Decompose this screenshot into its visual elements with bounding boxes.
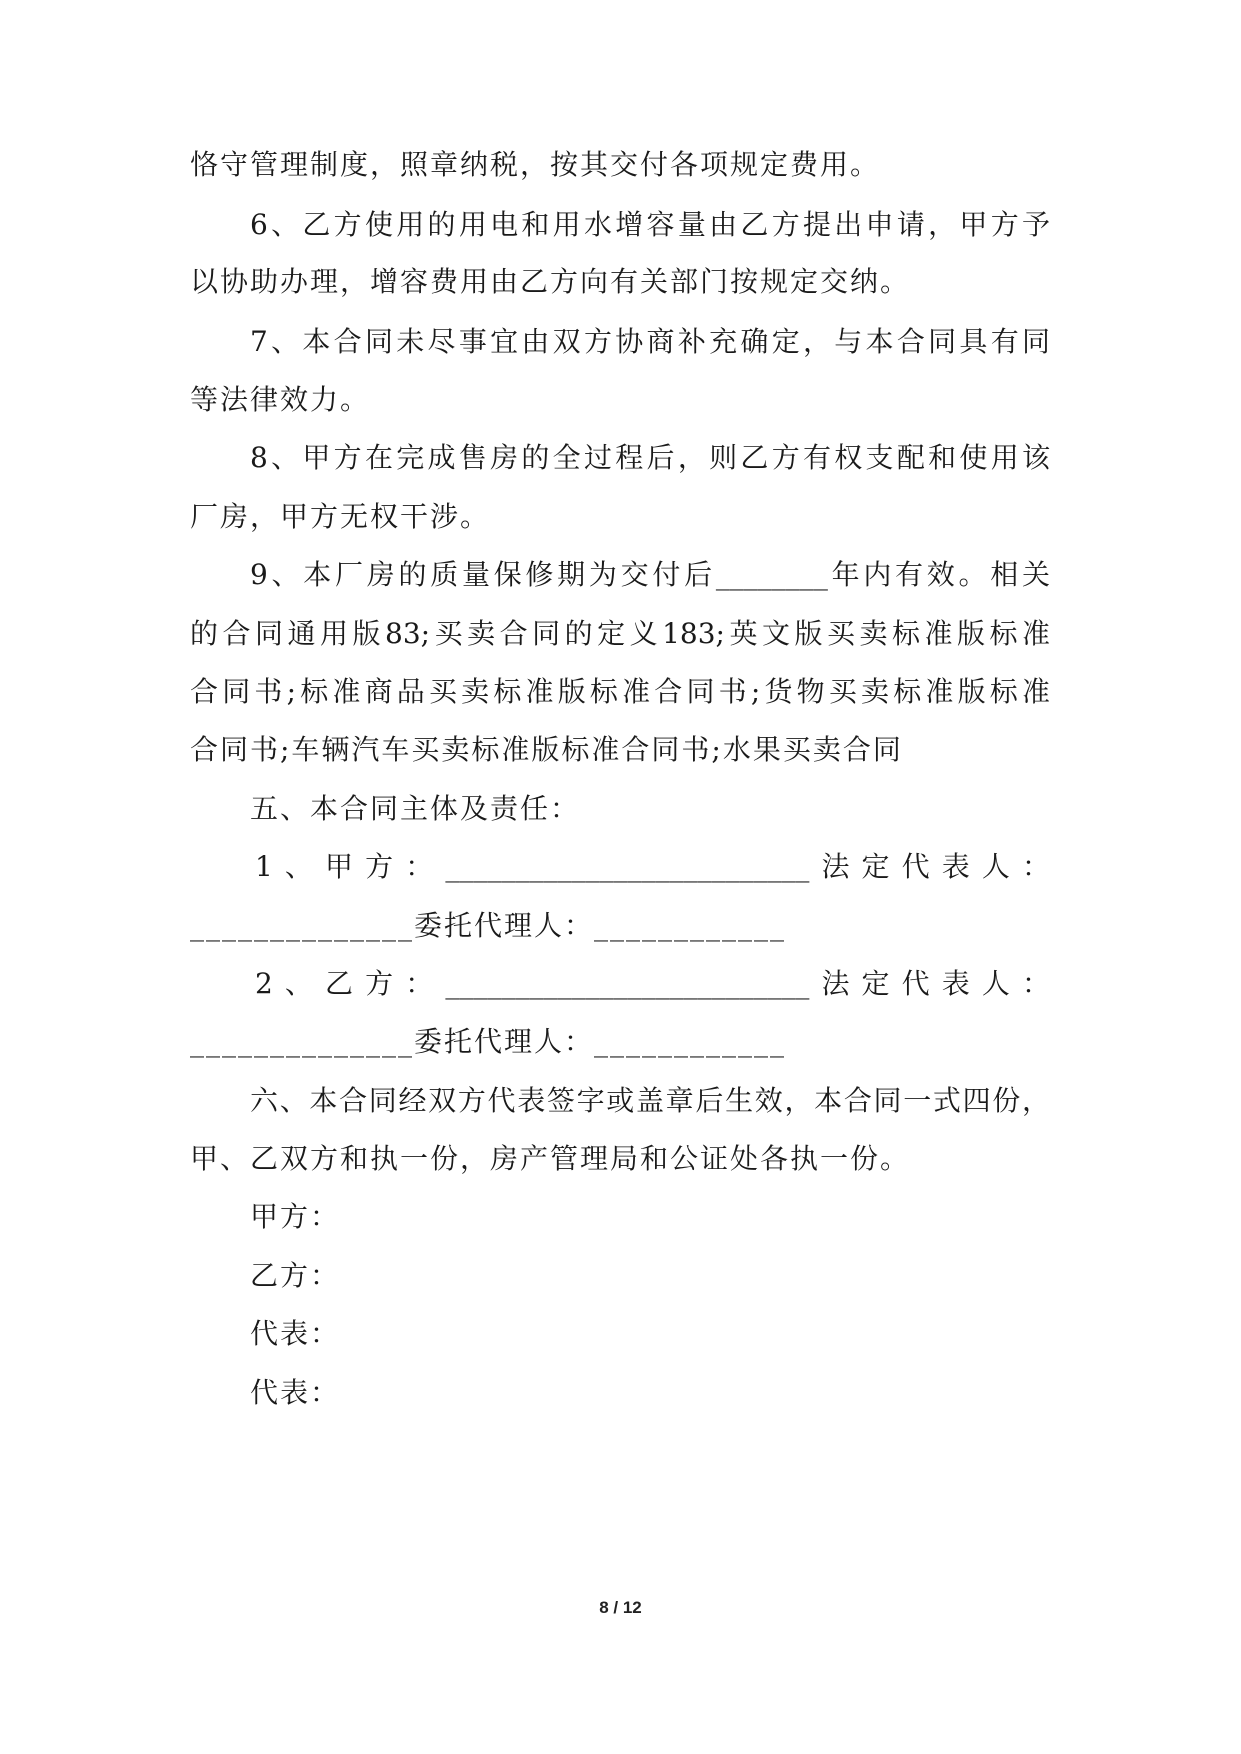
clause-6-line-1: 6、乙方使用的用电和用水增容量由乙方提出申请，甲方予: [250, 208, 1050, 241]
section-5-heading: 五、本合同主体及责任：: [250, 792, 581, 825]
section-6-line-2: 甲、乙双方和执一份，房产管理局和公证处各执一份。: [190, 1142, 911, 1175]
clause-7-line-1: 7、本合同未尽事宜由双方协商补充确定，与本合同具有同: [250, 325, 1050, 358]
party-b-line: 2、乙方：__________________________法定代表人：: [255, 967, 1050, 1000]
clause-9-line-4: 合同书;车辆汽车买卖标准版标准合同书;水果买卖合同: [190, 733, 903, 766]
clause-9-line-3: 合同书;标准商品买卖标准版标准合同书;货物买卖标准版标准: [190, 675, 1050, 708]
signature-party-b: 乙方：: [250, 1259, 341, 1292]
paragraph-line: 恪守管理制度，照章纳税，按其交付各项规定费用。: [190, 148, 881, 181]
signature-party-a: 甲方：: [250, 1200, 341, 1233]
clause-7-line-2: 等法律效力。: [190, 383, 371, 416]
party-a-agent-line: ______________委托代理人：____________: [190, 909, 787, 942]
clause-9-line-1: 9、本厂房的质量保修期为交付后________年内有效。相关: [250, 558, 1050, 591]
clause-8-line-1: 8、甲方在完成售房的全过程后，则乙方有权支配和使用该: [250, 441, 1050, 474]
clause-8-line-2: 厂房，甲方无权干涉。: [190, 500, 491, 533]
signature-representative-2: 代表：: [250, 1376, 341, 1409]
page-number: 8 / 12: [599, 1598, 642, 1617]
party-a-line: 1、甲方：__________________________法定代表人：: [255, 850, 1050, 883]
party-b-agent-line: ______________委托代理人：____________: [190, 1025, 787, 1058]
signature-representative-1: 代表：: [250, 1317, 341, 1350]
section-6-line-1: 六、本合同经双方代表签字或盖章后生效，本合同一式四份，: [250, 1084, 1050, 1117]
clause-9-line-2: 的合同通用版83;买卖合同的定义183;英文版买卖标准版标准: [190, 617, 1050, 650]
clause-6-line-2: 以协助办理，增容费用由乙方向有关部门按规定交纳。: [190, 265, 911, 298]
